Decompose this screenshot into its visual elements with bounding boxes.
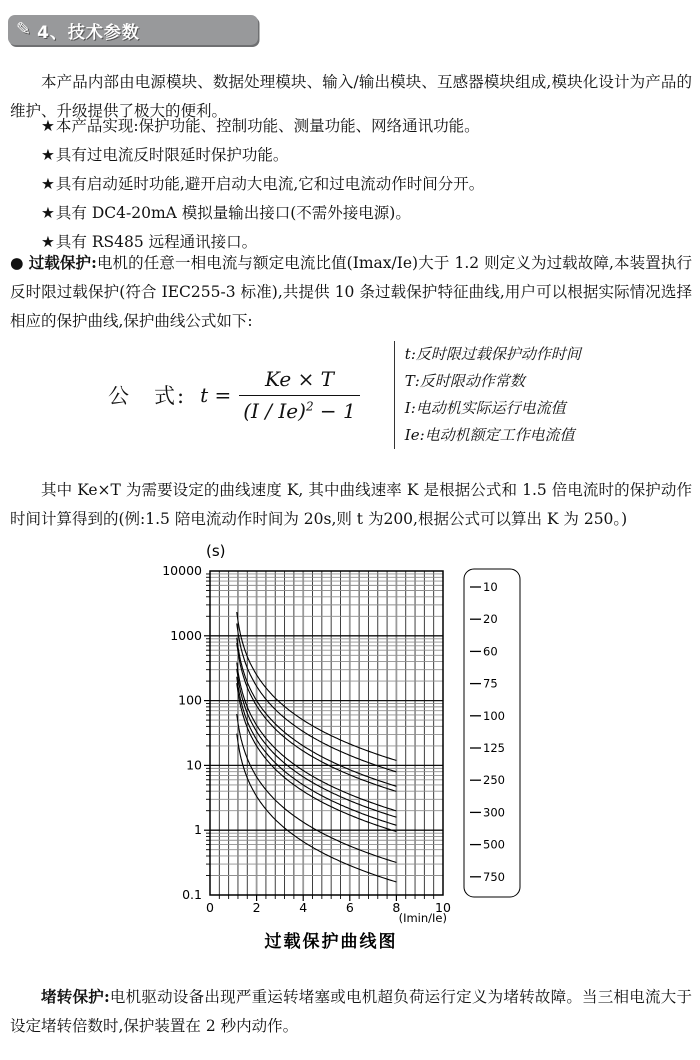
chart-title: 过载保护曲线图 bbox=[264, 932, 398, 952]
protection-curve-k250 bbox=[237, 643, 397, 791]
definition-line bbox=[405, 341, 581, 368]
def-desc: :电动机额定工作电流值 bbox=[419, 425, 575, 444]
x-tick-label: 0 bbox=[206, 900, 214, 915]
section-banner bbox=[8, 15, 258, 45]
den-exponent: 2 bbox=[305, 398, 314, 413]
formula-numerator: Ke × T bbox=[239, 367, 360, 396]
feature-item bbox=[10, 112, 692, 141]
legend-label: 750 bbox=[483, 869, 505, 884]
legend-label: 125 bbox=[483, 741, 505, 755]
x-tick-label: 2 bbox=[252, 900, 261, 915]
formula-denominator bbox=[239, 396, 360, 423]
y-tick-label: 1 bbox=[194, 822, 202, 838]
definition-line bbox=[405, 395, 581, 422]
legend-label: 100 bbox=[483, 708, 505, 723]
y-tick-label: 10000 bbox=[162, 563, 202, 578]
formula-lhs: t = bbox=[200, 382, 232, 407]
den-base: (I / Ie) bbox=[243, 398, 306, 423]
legend-label: 75 bbox=[483, 676, 498, 691]
feature-item bbox=[10, 141, 692, 170]
formula-prefix: 公 式: bbox=[108, 383, 187, 408]
def-desc: :电动机实际运行电流值 bbox=[410, 398, 566, 417]
legend-label: 20 bbox=[483, 612, 498, 627]
y-tick-label: 0.1 bbox=[182, 887, 202, 902]
section-title: 4、技术参数 bbox=[37, 22, 140, 43]
overload-text: 电机的任意一相电流与额定电流比值(Imax/Ie)大于 1.2 则定义为过载故障,本装置执行反时限过载保护(符合 IEC255-3 标准),共提供 10 条过载保护特征曲线,用户可以根据实际情况选择相应的保护曲线,保护曲线公式如下: bbox=[10, 253, 692, 330]
feature-item bbox=[10, 170, 692, 199]
intro-paragraph: 本产品内部由电源模块、数据处理模块、输入/输出模块、互感器模块组成,模块化设计为产品的维护、升级提供了极大的便利。 bbox=[10, 72, 692, 120]
den-tail: − 1 bbox=[313, 398, 356, 423]
formula-definitions bbox=[394, 341, 581, 449]
formula-fraction bbox=[239, 367, 360, 423]
legend-label: 300 bbox=[483, 805, 505, 820]
y-tick-label: 1000 bbox=[170, 627, 202, 643]
overload-curve-chart bbox=[0, 533, 700, 965]
star-bullet-icon: ★ bbox=[41, 146, 55, 164]
feature-item bbox=[10, 199, 692, 228]
feature-text: 具有过电流反时限延时保护功能。 bbox=[55, 146, 289, 164]
x-axis-label: (Imin/Ie) bbox=[398, 911, 447, 925]
x-tick-label: 4 bbox=[299, 900, 308, 915]
star-bullet-icon: ★ bbox=[41, 233, 55, 251]
legend-label: 250 bbox=[483, 773, 505, 788]
stall-paragraph bbox=[10, 982, 692, 1041]
def-symbol: t bbox=[404, 344, 411, 363]
stall-text: 电机驱动设备出现严重运转堵塞或电机超负荷运行定义为堵转故障。当三相电流大于设定堵转倍数时,保护装置在 2 秒内动作。 bbox=[10, 987, 692, 1035]
protection-curve-k125 bbox=[237, 663, 397, 811]
x-tick-label: 6 bbox=[345, 900, 354, 915]
legend-label: 60 bbox=[483, 644, 498, 659]
overload-curve-chart-svg bbox=[0, 533, 700, 965]
protection-curve-k100 bbox=[237, 669, 397, 817]
y-unit-label: (s) bbox=[206, 542, 226, 560]
stall-label: 堵转保护: bbox=[41, 986, 110, 1006]
definition-line bbox=[405, 422, 581, 449]
def-desc: :反时限动作常数 bbox=[414, 371, 525, 390]
overload-label: 过载保护: bbox=[28, 252, 97, 272]
k-note-paragraph: 其中 Ke×T 为需要设定的曲线速度 K, 其中曲线速率 K 是根据公式和 1.5 倍电流时的保护动作时间计算得到的(例:1.5 陪电流动作时间为 20s,则 t 为200,根据公式可以算出 K 为 250。) bbox=[10, 480, 692, 528]
feature-text: 具有启动延时功能,避开启动大电流,它和过电流动作时间分开。 bbox=[55, 175, 485, 193]
dot-bullet-icon: ● bbox=[10, 253, 24, 272]
definition-line bbox=[405, 368, 581, 395]
y-tick-label: 100 bbox=[178, 692, 202, 708]
feature-text: 本产品实现:保护功能、控制功能、测量功能、网络通讯功能。 bbox=[55, 117, 480, 135]
x-tick-label: 8 bbox=[392, 900, 401, 915]
x-tick-label: 10 bbox=[435, 900, 451, 915]
def-symbol: I bbox=[404, 398, 411, 417]
star-bullet-icon: ★ bbox=[41, 175, 55, 193]
def-symbol: T bbox=[404, 371, 415, 390]
protection-curve-k10 bbox=[237, 734, 397, 882]
feature-text: 具有 RS485 远程通讯接口。 bbox=[55, 233, 258, 251]
overload-paragraph bbox=[10, 248, 692, 336]
feature-list bbox=[10, 112, 692, 257]
formula-block bbox=[0, 332, 700, 457]
star-bullet-icon: ★ bbox=[41, 117, 55, 135]
writing-hand-icon: ✎ bbox=[16, 19, 32, 40]
star-bullet-icon: ★ bbox=[41, 204, 55, 222]
feature-text: 具有 DC4-20mA 模拟量输出接口(不需外接电源)。 bbox=[55, 204, 411, 222]
y-tick-label: 10 bbox=[186, 757, 202, 773]
legend-label: 10 bbox=[483, 580, 498, 594]
legend-label: 500 bbox=[483, 837, 505, 852]
def-desc: :反时限过载保护动作时间 bbox=[410, 344, 581, 363]
def-symbol: Ie bbox=[404, 425, 420, 444]
